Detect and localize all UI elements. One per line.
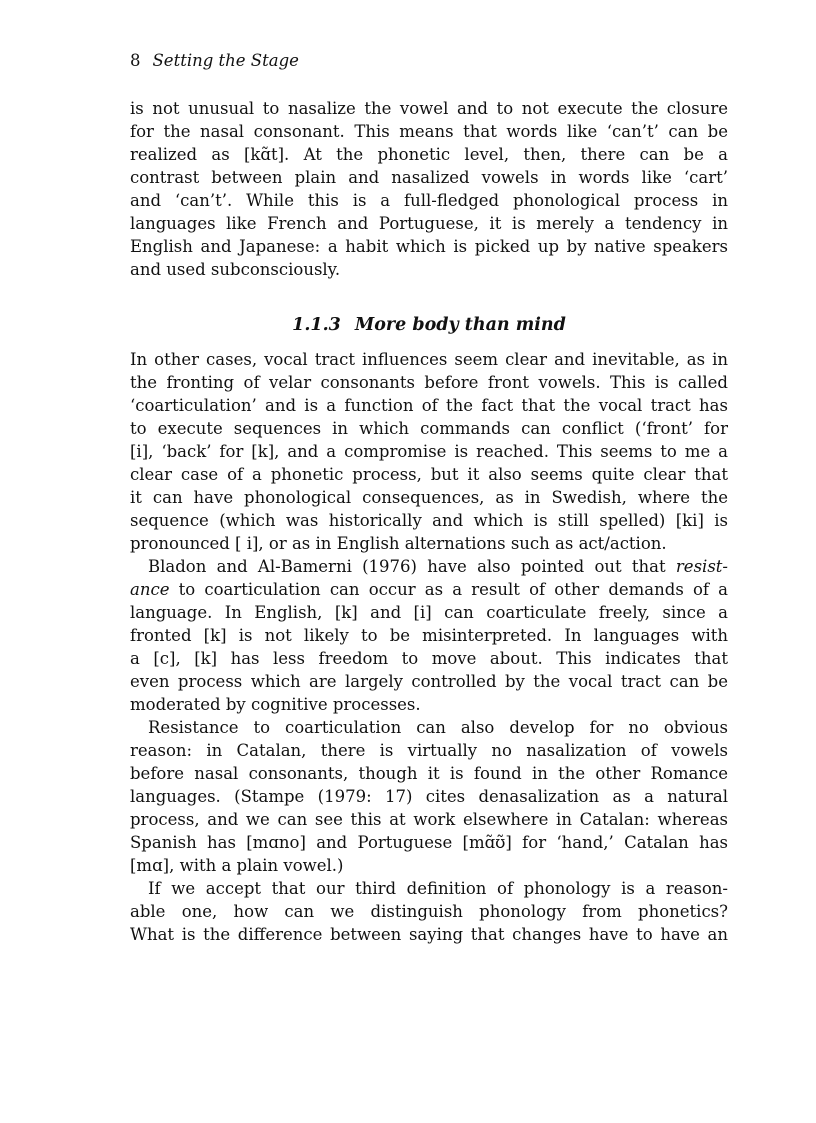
text-line: process, and we can see this at work elsewhere in Catalan: whereas <box>130 810 728 829</box>
text-line: and used subconsciously. <box>130 260 341 279</box>
section-title: More body than mind <box>354 315 566 335</box>
text-line: realized as [kɑ̃t]. At the phonetic level, then, there can be a <box>130 145 728 164</box>
text-line: contrast between plain and nasalized vowels in words like ‘cart’ <box>130 168 728 187</box>
paragraph-nasalization <box>130 97 728 281</box>
text-run: Bladon and Al-Bamerni (1976) have also pointed out that <box>148 557 676 576</box>
running-title: Setting the Stage <box>152 51 299 70</box>
text-line: pronounced [ i], or as in English alternations such as act/action. <box>130 534 667 553</box>
text-line: Resistance to coarticulation can also develop for no obvious <box>148 718 728 737</box>
text-line: languages. (Stampe (1979: 17) cites denasalization as a natural <box>130 787 728 806</box>
text-line: sequence (which was historically and which is still spelled) [ki] is <box>130 511 728 530</box>
text-line: In other cases, vocal tract influences seem clear and inevitable, as in <box>130 350 728 369</box>
text-line: to execute sequences in which commands can conflict (‘front’ for <box>130 419 728 438</box>
text-line: a [c], [k] has less freedom to move about. This indicates that <box>130 649 728 668</box>
italic-run: resist- <box>675 557 728 576</box>
text-line: language. In English, [k] and [i] can coarticulate freely, since a <box>130 603 728 622</box>
text-line: What is the difference between saying that changes have to have an <box>130 925 728 944</box>
text-line: the fronting of velar consonants before front vowels. This is called <box>130 373 728 392</box>
text-line: able one, how can we distinguish phonology from phonetics? <box>130 902 728 921</box>
text-run: to coarticulation can occur as a result of other demands of a <box>169 580 728 599</box>
text-line: ‘coarticulation’ and is a function of the fact that the vocal tract has <box>130 396 728 415</box>
italic-run: ance <box>130 580 170 599</box>
text-line: [i], ‘back’ for [k], and a compromise is reached. This seems to me a <box>130 442 728 461</box>
text-line: it can have phonological consequences, as in Swedish, where the <box>130 488 728 507</box>
running-head <box>130 50 299 72</box>
text-line: fronted [k] is not likely to be misinterpreted. In languages with <box>130 626 728 645</box>
text-line <box>130 555 728 578</box>
text-line <box>130 578 728 601</box>
text-line: languages like French and Portuguese, it is merely a tendency in <box>130 214 728 233</box>
text-line: [mɑ], with a plain vowel.) <box>130 856 344 875</box>
text-line: reason: in Catalan, there is virtually no nasalization of vowels <box>130 741 728 760</box>
text-line: before nasal consonants, though it is found in the other Romance <box>130 764 728 783</box>
text-line: and ‘can’t’. While this is a full-fledged phonological process in <box>130 191 728 210</box>
text-line: Spanish has [mɑno] and Portuguese [mɑ̃ʊ̃] for ‘hand,’ Catalan has <box>130 833 728 852</box>
section-heading <box>130 313 728 337</box>
text-line: is not unusual to nasalize the vowel and to not execute the closure <box>130 99 728 118</box>
text-line: even process which are largely controlled by the vocal tract can be <box>130 672 728 691</box>
section-body <box>130 348 728 946</box>
section-number: 1.1.3 <box>292 315 341 335</box>
text-line: clear case of a phonetic process, but it also seems quite clear that <box>130 465 728 484</box>
text-line: for the nasal consonant. This means that words like ‘can’t’ can be <box>130 122 728 141</box>
page-number: 8 <box>130 51 141 70</box>
text-line: If we accept that our third definition of phonology is a reason- <box>148 879 728 898</box>
text-line: English and Japanese: a habit which is picked up by native speakers <box>130 237 728 256</box>
text-line: moderated by cognitive processes. <box>130 695 421 714</box>
